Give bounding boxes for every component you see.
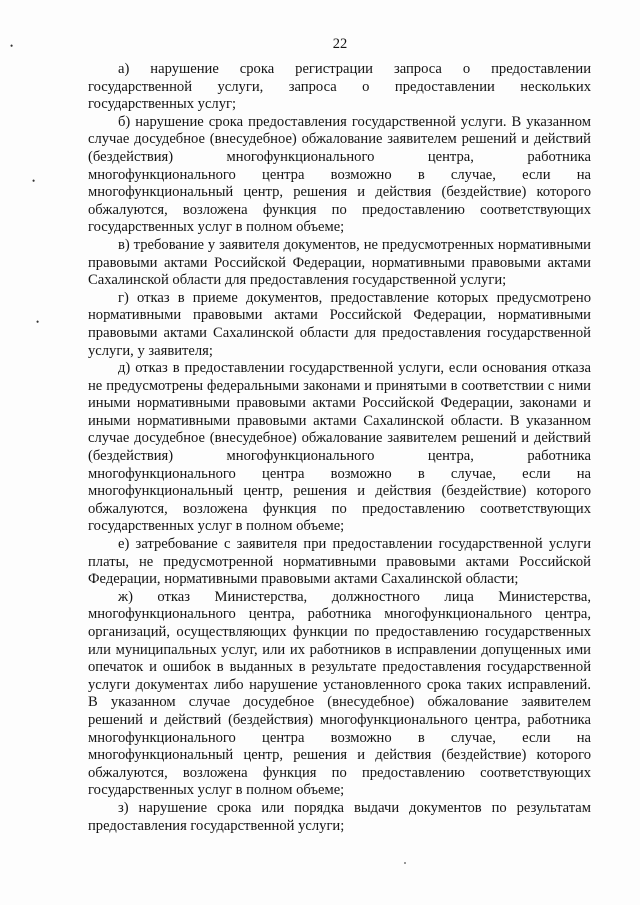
paragraph-b: б) нарушение срока предоставления государственной услуги. В указанном случае досудебное (внесудебное) обжалование заявителем решений и действий (бездействия) многофункционального центра, работника многофункционального центра возможно в случае, если на многофункциональный центр, решения и действия (бездействие) которого обжалуются, возложена функция по предоставлению соответствующих государственных услуг в полном объеме;: [88, 113, 591, 236]
margin-mark: •: [10, 41, 14, 51]
margin-mark: •: [36, 317, 40, 327]
paragraph-e: е) затребование с заявителя при предоставлении государственной услуги платы, не предусмотренной нормативными правовыми актами Российской Федерации, нормативными правовыми актами Сахалинской области;: [88, 536, 591, 588]
margin-mark: •: [32, 176, 36, 186]
paragraph-g: г) отказ в приеме документов, предоставление которых предусмотрено нормативными правовыми актами Российской Федерации, нормативными правовыми актами Сахалинской области для предоставления государственной услуги, у заявителя;: [88, 289, 591, 359]
paragraph-z: з) нарушение срока или порядка выдачи документов по результатам предоставления государственной услуги;: [88, 799, 591, 834]
paragraph-zh: ж) отказ Министерства, должностного лица Министерства, многофункционального центра, работника многофункционального центра, организаций, осуществляющих функции по предоставлению государственных или муниципальных услуг, или их работников в исправлении допущенных ими опечаток и ошибок в выданных в результате предоставления государственной услуги документах либо нарушение установленного срока таких исправлений. В указанном случае досудебное (внесудебное) обжалование заявителем решений и действий (бездействия) многофункционального центра, работника многофункционального центра возможно в случае, если на многофункциональный центр, решения и действия (бездействие) которого обжалуются, возложена функция по предоставлению соответствующих государственных услуг в полном объеме;: [88, 588, 591, 799]
page-number: 22: [332, 36, 348, 52]
paragraph-a: а) нарушение срока регистрации запроса о предоставлении государственной услуги, запроса о предоставлении нескольких государственных услуг;: [88, 61, 591, 113]
paragraph-d: д) отказ в предоставлении государственной услуги, если основания отказа не предусмотрены федеральными законами и принятыми в соответствии с ними иными нормативными правовыми актами Российской Федерации, законами и иными нормативными правовыми актами Сахалинской области. В указанном случае досудебное (внесудебное) обжалование заявителем решений и действий (бездействия) многофункционального центра, работника многофункционального центра возможно в случае, если на многофункциональный центр, решения и действия (бездействие) которого обжалуются, возложена функция по предоставлению соответствующих государственных услуг в полном объеме;: [88, 360, 591, 535]
paragraph-v: в) требование у заявителя документов, не предусмотренных нормативными правовыми актами Российской Федерации, нормативными правовыми актами Сахалинской области для предоставления государственной услуги;: [88, 236, 591, 289]
document-body: [88, 61, 591, 835]
scan-speck: [404, 862, 406, 864]
